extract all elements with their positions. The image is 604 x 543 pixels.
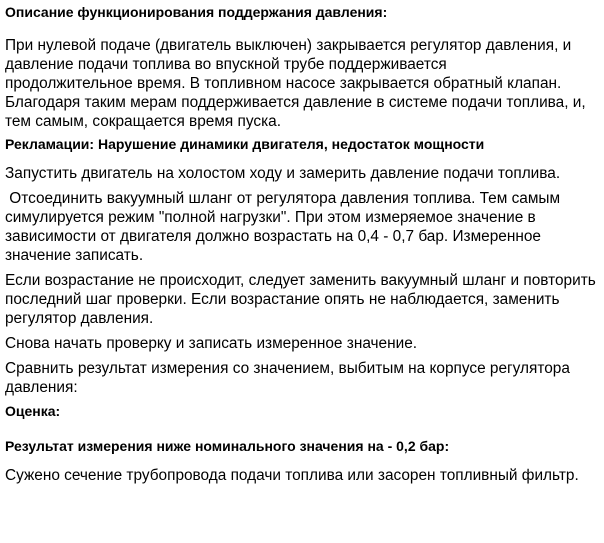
text-line: При нулевой подаче (двигатель выключен) закрывается регулятор давления, и xyxy=(5,37,572,54)
text-line: давление подачи топлива во впускной трубе поддерживается xyxy=(5,56,447,73)
paragraph-start-engine xyxy=(5,164,600,183)
text-line: Если возрастание не происходит, следует заменить вакуумный шланг и повторить xyxy=(5,272,596,289)
section-heading-complaints: Рекламации: Нарушение динамики двигателя, недостаток мощности xyxy=(5,136,485,152)
paragraph-disconnect-hose xyxy=(5,189,600,265)
text-line: тем самым, сокращается время пуска. xyxy=(5,113,282,130)
text-line: Сравнить результат измерения со значением, выбитым на корпусе регулятора xyxy=(5,360,570,377)
text-line: Запустить двигатель на холостом ходу и замерить давление подачи топлива. xyxy=(5,165,561,182)
text-line: продолжительное время. В топливном насосе закрывается обратный клапан. xyxy=(5,75,562,92)
text-line: последний шаг проверки. Если возрастание опять не наблюдается, заменить xyxy=(5,291,560,308)
text-line: зависимости от двигателя должно возрастать на 0,4 - 0,7 бар. Измеренное xyxy=(5,228,541,245)
paragraph-pressure-holding-description xyxy=(5,36,600,131)
text-line: Сужено сечение трубопровода подачи топлива или засорен топливный фильтр. xyxy=(5,467,579,484)
text-line: Снова начать проверку и записать измеренное значение. xyxy=(5,335,418,352)
paragraph-narrowed-fuel-line xyxy=(5,466,600,485)
paragraph-compare-result xyxy=(5,359,600,397)
document-page xyxy=(0,2,604,543)
section-heading-result-below-nominal: Результат измерения ниже номинального значения на - 0,2 бар: xyxy=(5,438,450,454)
text-line: давления: xyxy=(5,379,78,396)
paragraph-restart-check xyxy=(5,334,600,353)
section-heading-evaluation: Оценка: xyxy=(5,403,61,419)
paragraph-replace-hose xyxy=(5,271,600,328)
text-line: симулируется режим "полной нагрузки". При этом измеряемое значение в xyxy=(5,209,536,226)
text-line: Отсоединить вакуумный шланг от регулятора давления топлива. Тем самым xyxy=(5,190,561,207)
text-line: Благодаря таким мерам поддерживается давление в системе подачи топлива, и, xyxy=(5,94,586,111)
text-line: значение записать. xyxy=(5,247,144,264)
section-heading-pressure-holding: Описание функционирования поддержания давления: xyxy=(5,4,388,20)
text-line: регулятор давления. xyxy=(5,310,154,327)
